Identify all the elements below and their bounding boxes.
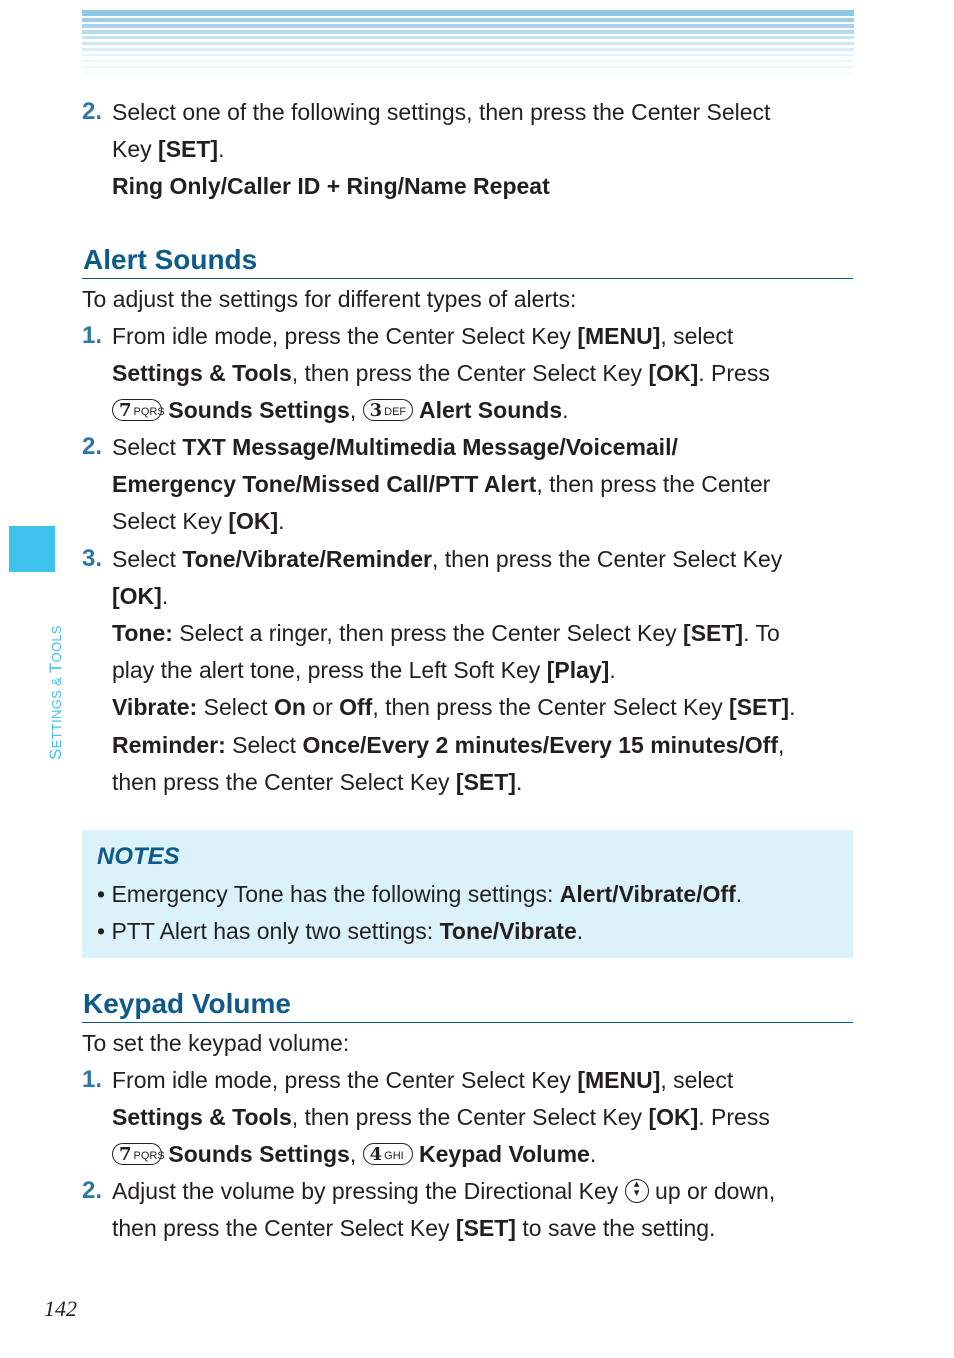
header-stripe (82, 18, 854, 22)
step-options: Ring Only/Caller ID + Ring/Name Repeat (112, 173, 550, 199)
note-item: • Emergency Tone has the following settings: Alert/Vibrate/Off. (97, 881, 743, 907)
step-text: Select Key [OK]. (112, 508, 285, 534)
key-4-icon: 4 GHI (363, 1143, 413, 1165)
step-number: 1. (82, 322, 103, 349)
vibrate-text: Vibrate: Select On or Off, then press the Center Select Key [SET]. (112, 694, 796, 720)
step-text: Select TXT Message/Multimedia Message/Voicemail/ (112, 434, 678, 460)
header-stripe (82, 72, 854, 74)
heading-rule (82, 1022, 853, 1023)
header-stripes (82, 10, 854, 78)
header-stripe (82, 42, 854, 45)
step-number: 3. (82, 545, 103, 572)
step-text: Select Tone/Vibrate/Reminder, then press the Center Select Key (112, 546, 783, 572)
header-stripe (82, 54, 854, 56)
header-stripe (82, 60, 854, 62)
step-text: 7 PQRS Sounds Settings, 3 DEF Alert Sounds. (112, 395, 569, 425)
page-number: 142 (44, 1296, 77, 1321)
step-number: 2. (82, 98, 103, 125)
heading-rule (82, 278, 853, 279)
header-stripe (82, 36, 854, 39)
step-text: [OK]. (112, 583, 169, 609)
step-text: From idle mode, press the Center Select Key [MENU], select (112, 1067, 734, 1093)
section-heading-alert-sounds: Alert Sounds (83, 244, 258, 275)
reminder-text: Reminder: Select Once/Every 2 minutes/Every 15 minutes/Off, (112, 732, 785, 758)
step-text: 7 PQRS Sounds Settings, 4 GHI Keypad Volume. (112, 1139, 596, 1169)
note-item: • PTT Alert has only two settings: Tone/Vibrate. (97, 918, 584, 944)
step-text: then press the Center Select Key [SET] to save the setting. (112, 1215, 716, 1241)
header-stripe (82, 24, 854, 28)
notes-title: NOTES (97, 843, 180, 870)
step-text: Settings & Tools, then press the Center Select Key [OK]. Press (112, 1104, 770, 1130)
section-intro: To adjust the settings for different types of alerts: (82, 286, 577, 312)
tone-text: play the alert tone, press the Left Soft Key [Play]. (112, 657, 616, 683)
step-text: Adjust the volume by pressing the Directional Key ▴ ▾ up or down, (112, 1177, 776, 1204)
reminder-text: then press the Center Select Key [SET]. (112, 769, 523, 795)
step-number: 2. (82, 433, 103, 460)
section-label: SETTINGS & TOOLS (46, 625, 65, 760)
step-text: Key [SET]. (112, 136, 225, 162)
section-heading-keypad-volume: Keypad Volume (83, 988, 291, 1019)
key-3-icon: 3 DEF (363, 399, 413, 421)
step-number: 1. (82, 1066, 103, 1093)
key-7-icon: 7 PQRS (112, 399, 162, 421)
step-text: From idle mode, press the Center Select Key [MENU], select (112, 323, 734, 349)
step-text: Select one of the following settings, then press the Center Select (112, 99, 771, 125)
step-text: Settings & Tools, then press the Center Select Key [OK]. Press (112, 360, 770, 386)
header-stripe (82, 48, 854, 51)
step-number: 2. (82, 1177, 103, 1204)
step-text: Emergency Tone/Missed Call/PTT Alert, then press the Center (112, 471, 771, 497)
key-7-icon: 7 PQRS (112, 1143, 162, 1165)
header-stripe (82, 10, 854, 16)
header-stripe (82, 30, 854, 34)
directional-key-icon: ▴ ▾ (625, 1179, 649, 1203)
section-tab (9, 526, 55, 572)
section-intro: To set the keypad volume: (82, 1030, 350, 1056)
tone-text: Tone: Select a ringer, then press the Center Select Key [SET]. To (112, 620, 780, 646)
header-stripe (82, 66, 854, 68)
